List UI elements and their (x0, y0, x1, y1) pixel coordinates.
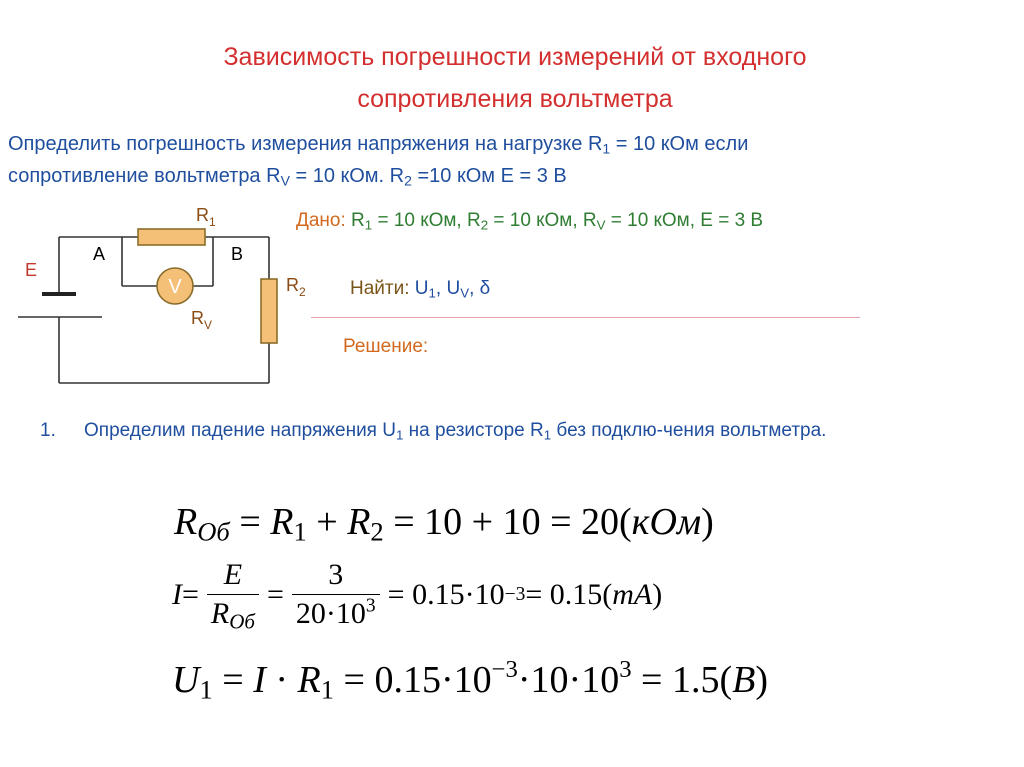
resistor-r1 (138, 229, 205, 245)
resistor-r2 (261, 279, 277, 343)
step-number: 1. (40, 420, 56, 441)
given-label: Дано: (296, 210, 346, 231)
problem-line-1: Определить погрешность измерения напряжения на нагрузке $R_1 = 10$ кОм если (8, 133, 749, 157)
slide-title (100, 36, 930, 120)
fraction-e-over-r: $\frac{E}{R_{Об}}$ (207, 558, 259, 631)
step-1 (40, 416, 940, 446)
title-line-2: сопротивления вольтметра (357, 85, 673, 113)
voltmeter-symbol: V (168, 276, 182, 298)
step-text: Определим падение напряжения $U_1$ на резисторе $R_1$ без подклю-чения вольтметра. (84, 420, 827, 443)
formula-voltage-u1: $U_1 = I \cdot R_1 = 0.15\cdot 10^{-3}\cdot 10\cdot 10^3 = 1.5(B)$ (172, 656, 769, 705)
formula-current: I = $\frac{E}{R_{Об}}$ = $\frac{3}{20\cdot 10^3}$ = 0.15·10 −3 = 0.15( mA ) (172, 558, 663, 634)
label-e: E (25, 260, 38, 280)
problem-statement (8, 128, 1008, 192)
circuit-diagram (0, 190, 330, 400)
divider-line (311, 317, 860, 318)
label-r1: $R_1$ (196, 205, 216, 229)
label-rv: $R_V$ (191, 308, 213, 332)
solution-label: Решение: (343, 336, 429, 357)
given-line: Дано: $R_1 = 10$ кОм, $R_2 = 10$ кОм, $R_V = 10$ кОм, Е = 3 В (296, 210, 764, 233)
find-label: Найти: (350, 278, 410, 299)
label-r2: $R_2$ (286, 275, 306, 299)
label-b: B (231, 244, 244, 264)
formula-total-resistance: $R_{Об} = R_1 + R_2 = 10 + 10 = 20(кОм)$ (174, 501, 714, 547)
find-line: Найти: $U_1$, $U_V$, δ (350, 278, 491, 301)
problem-line-2: сопротивление вольтметра $R_V = 10$ кОм. $R_2 =10$ кОм Е = 3 В (8, 165, 567, 189)
label-a: A (93, 244, 106, 264)
title-line-1: Зависимость погрешности измерений от входного (223, 43, 807, 71)
fraction-numeric: $\frac{3}{20\cdot 10^3}$ (292, 558, 380, 631)
